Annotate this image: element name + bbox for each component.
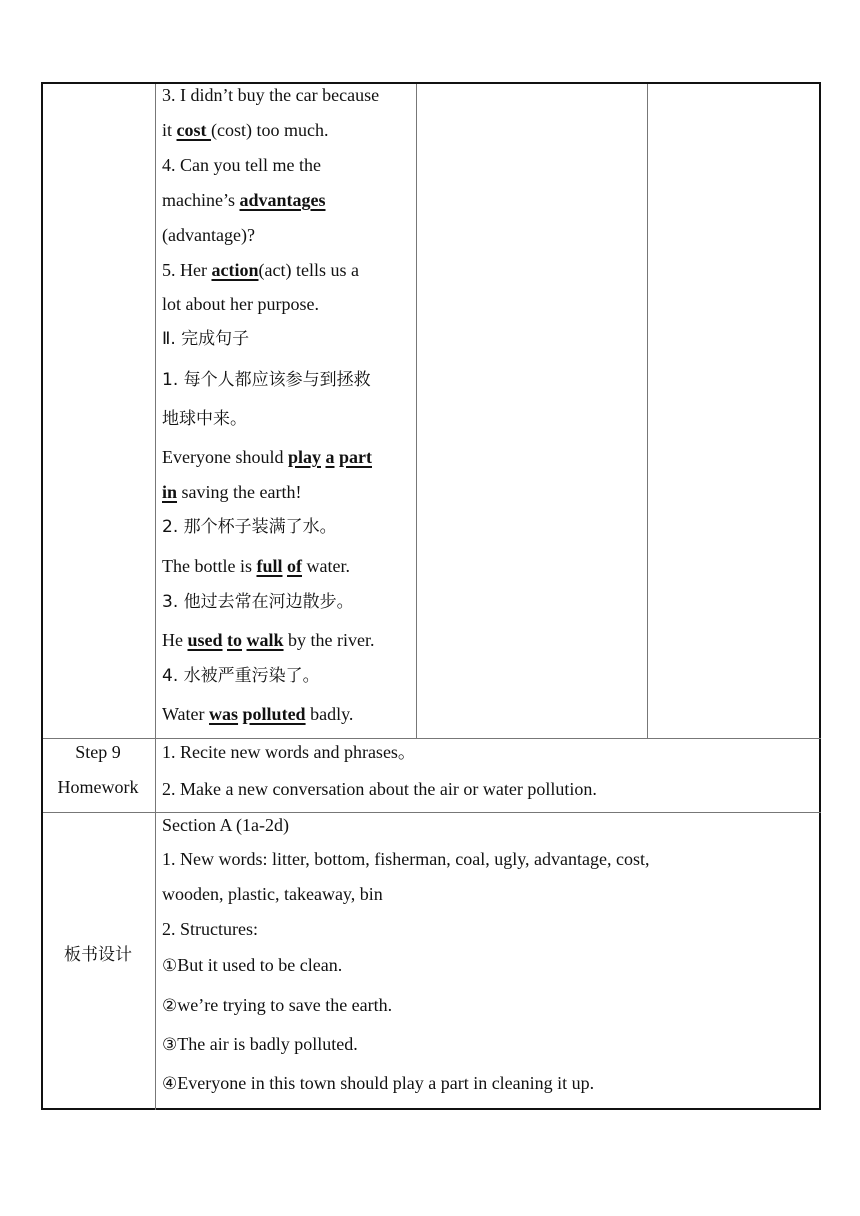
answer-blank: a bbox=[325, 447, 335, 467]
sentence1-chinese-line1: 1. 每个人都应该参与到拯救 bbox=[162, 370, 371, 390]
lesson-plan-table bbox=[41, 82, 821, 1110]
sentence3-english: He used to walk by the river. bbox=[162, 630, 375, 650]
board-structure-3: ③The air is badly polluted. bbox=[162, 1034, 358, 1055]
answer-blank: polluted bbox=[242, 704, 306, 724]
exercise-q5-line1: 5. Her action(act) tells us a bbox=[162, 260, 359, 280]
answer-blank: action bbox=[211, 260, 259, 280]
col-divider-3 bbox=[647, 84, 648, 738]
board-new-words-line2: wooden, plastic, takeaway, bin bbox=[162, 884, 383, 904]
homework-item-1: 1. Recite new words and phrases。 bbox=[162, 742, 416, 762]
sentence4-chinese: 4. 水被严重污染了。 bbox=[162, 666, 320, 686]
board-structures-heading: 2. Structures: bbox=[162, 919, 258, 939]
answer-blank: full bbox=[256, 556, 283, 576]
col-divider-2 bbox=[416, 84, 417, 738]
row-divider-1 bbox=[43, 738, 821, 739]
board-structure-2: ②we’re trying to save the earth. bbox=[162, 995, 393, 1016]
answer-blank: advantages bbox=[239, 190, 326, 210]
board-design-label: 板书设计 bbox=[64, 945, 132, 965]
answer-blank: of bbox=[287, 556, 302, 576]
sentence4-english: Water was polluted badly. bbox=[162, 704, 354, 724]
exercise-q4-line1: 4. Can you tell me the bbox=[162, 155, 321, 175]
sentence3-chinese: 3. 他过去常在河边散步。 bbox=[162, 592, 354, 612]
exercise-q3-line1: 3. I didn’t buy the car because bbox=[162, 85, 380, 105]
part2-title: Ⅱ. 完成句子 bbox=[162, 329, 250, 349]
step-label: Step 9 bbox=[75, 742, 121, 762]
answer-blank: play bbox=[287, 447, 321, 467]
answer-blank: part bbox=[339, 447, 372, 467]
sentence1-english-line1: Everyone should play a part bbox=[162, 447, 372, 467]
board-structure-4: ④Everyone in this town should play a part in cleaning it up. bbox=[162, 1073, 595, 1094]
sentence2-english: The bottle is full of water. bbox=[162, 556, 350, 576]
answer-blank: used bbox=[187, 630, 223, 650]
row-divider-2 bbox=[43, 812, 821, 813]
step-name: Homework bbox=[57, 777, 139, 797]
answer-blank: cost bbox=[176, 120, 212, 140]
answer-blank: to bbox=[227, 630, 243, 650]
exercise-q5-line2: lot about her purpose. bbox=[162, 294, 319, 314]
exercise-q3-line2: it cost (cost) too much. bbox=[162, 120, 329, 140]
col-divider-1 bbox=[155, 84, 156, 1110]
exercise-q4-line2: machine’s advantages bbox=[162, 190, 326, 210]
answer-blank: walk bbox=[246, 630, 284, 650]
sentence1-chinese-line2: 地球中来。 bbox=[162, 409, 247, 429]
homework-item-2: 2. Make a new conversation about the air or water pollution. bbox=[162, 779, 597, 799]
board-section-title: Section A (1a-2d) bbox=[162, 815, 289, 835]
sentence2-chinese: 2. 那个杯子装满了水。 bbox=[162, 517, 337, 537]
answer-blank: in bbox=[162, 482, 178, 502]
board-structure-1: ①But it used to be clean. bbox=[162, 955, 343, 976]
sentence1-english-line2: in saving the earth! bbox=[162, 482, 302, 502]
answer-blank: was bbox=[209, 704, 239, 724]
exercise-q4-line3: (advantage)? bbox=[162, 225, 255, 245]
board-new-words-line1: 1. New words: litter, bottom, fisherman, coal, ugly, advantage, cost, bbox=[162, 849, 650, 869]
